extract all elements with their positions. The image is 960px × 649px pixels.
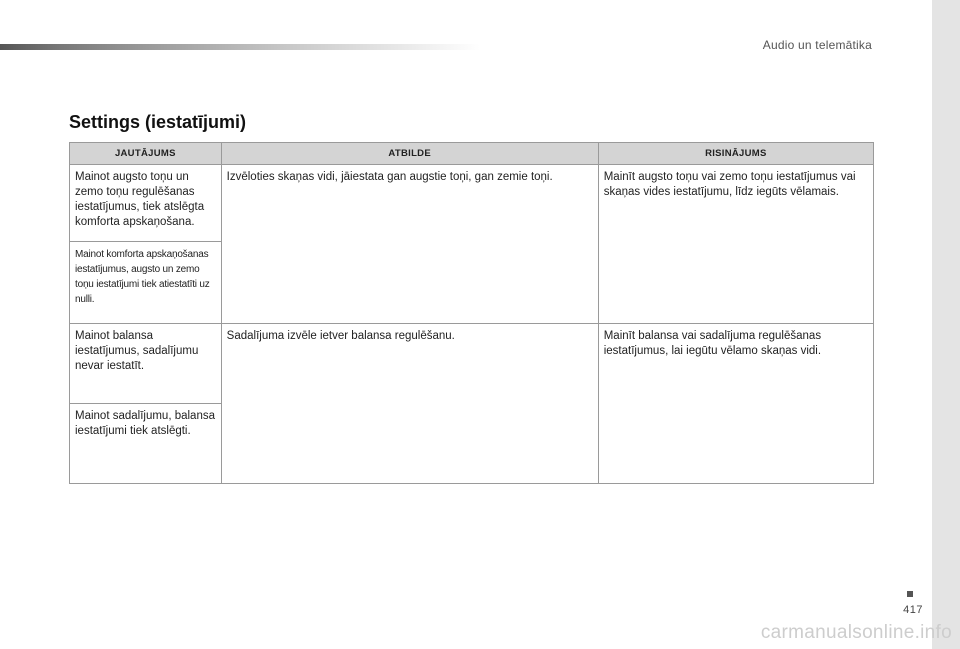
table-row: [70, 324, 874, 404]
section-title: Settings (iestatījumi): [69, 112, 247, 132]
question-cell: Mainot augsto toņu un zemo toņu regulēšanas iestatījumus, tiek atslēgta komforta apskaņošana.: [70, 165, 222, 242]
page-marker: [907, 591, 913, 597]
chapter-title: Audio un telemātika: [762, 38, 872, 52]
answer-cell: Izvēloties skaņas vidi, jāiestata gan augstie toņi, gan zemie toņi.: [221, 165, 598, 324]
table-row: [70, 165, 874, 242]
solution-cell: Mainīt balansa vai sadalījuma regulēšanas iestatījumus, lai iegūtu vēlamo skaņas vidi.: [598, 324, 873, 484]
header-gradient-bar: [0, 44, 480, 50]
header-answer: ATBILDE: [221, 143, 598, 165]
table-header-row: [70, 143, 874, 165]
watermark: carmanualsonline.info: [760, 622, 952, 643]
question-cell: Mainot komforta apskaņošanas iestatījumus, augsto un zemo toņu iestatījumi tiek atiestatīti uz nulli.: [70, 242, 222, 324]
question-cell: Mainot balansa iestatījumus, sadalījumu nevar iestatīt.: [70, 324, 222, 404]
answer-cell: Sadalījuma izvēle ietver balansa regulēšanu.: [221, 324, 598, 484]
question-cell: Mainot sadalījumu, balansa iestatījumi tiek atslēgti.: [70, 404, 222, 484]
side-margin-strip: [932, 0, 960, 649]
solution-cell: Mainīt augsto toņu vai zemo toņu iestatījumus vai skaņas vides iestatījumu, līdz iegūts vēlamais.: [598, 165, 873, 324]
header-question: JAUTĀJUMS: [70, 143, 222, 165]
header-solution: RISINĀJUMS: [598, 143, 873, 165]
page-number: 417: [903, 604, 923, 616]
faq-table: [69, 142, 874, 484]
